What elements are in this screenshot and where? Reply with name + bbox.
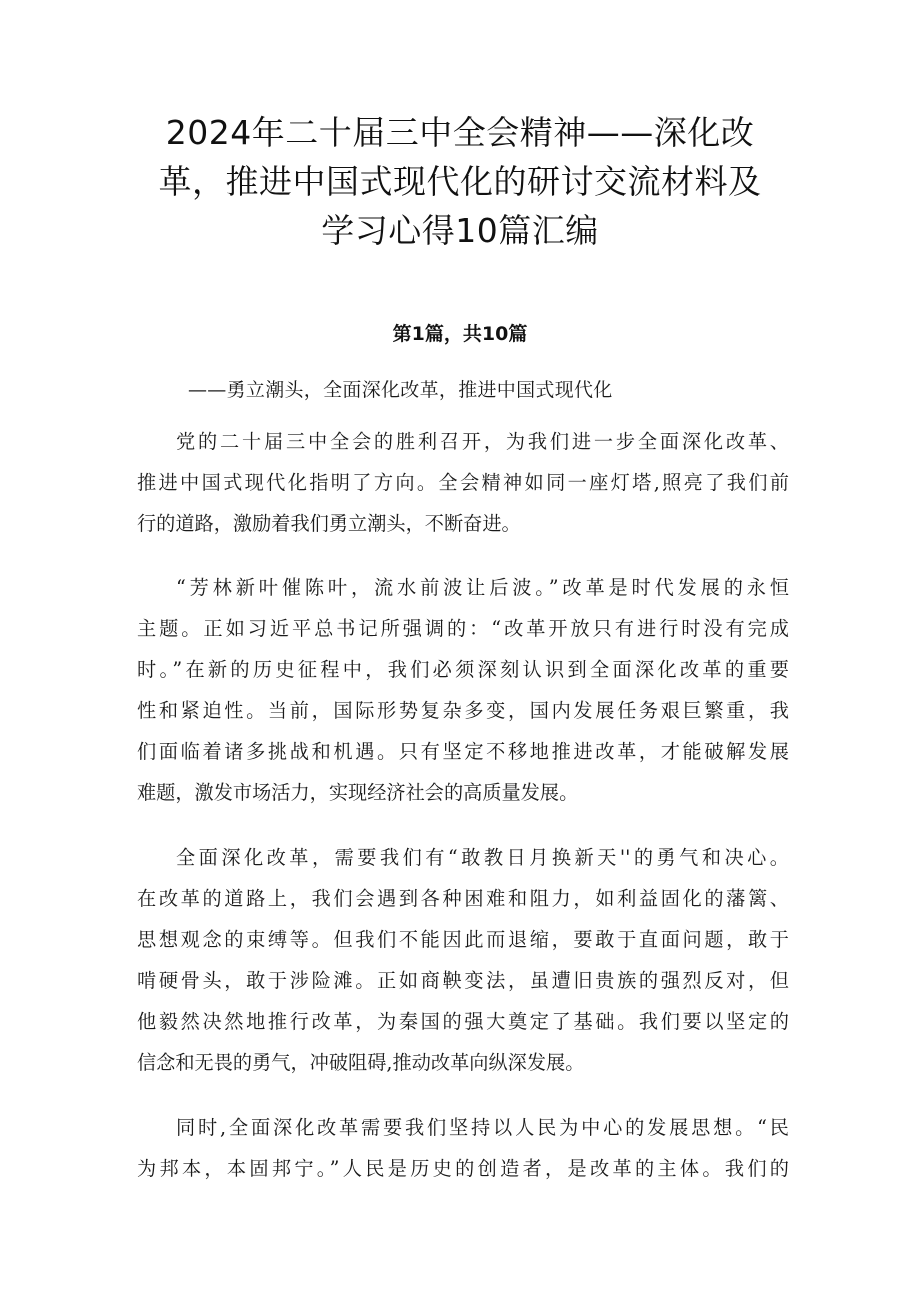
paragraph-line: 推进中国式现代化指明了方向。全会精神如同一座灯塔,照亮了我们前 [137, 471, 789, 494]
body-paragraph [137, 1107, 789, 1189]
paragraph-line: 全面深化改革，需要我们有“敢教日月换新天''的勇气和决心。 [176, 846, 789, 869]
paragraph-line: 思想观念的束缚等。但我们不能因此而退缩，要敢于直面问题，敢于 [137, 928, 789, 951]
paragraph-line: 难题，激发市场活力，实现经济社会的高质量发展。 [137, 781, 579, 804]
section-heading: 第1篇，共10篇 [392, 323, 528, 345]
document-title [120, 108, 800, 255]
paragraph-line: 性和紧迫性。当前，国际形势复杂多变，国内发展任务艰巨繁重，我 [137, 699, 789, 722]
paragraph-line: 主题。正如习近平总书记所强调的：“改革开放只有进行时没有完成 [137, 617, 789, 640]
title-line: 学习心得10篇汇编 [321, 211, 599, 250]
body-paragraph [137, 837, 789, 1083]
paragraph-line: 行的道路，激励着我们勇立潮头，不断奋进。 [137, 512, 521, 535]
paragraph-line: “芳林新叶催陈叶，流水前波让后波。”改革是时代发展的永恒 [176, 576, 789, 599]
paragraph-line: 们面临着诸多挑战和机遇。只有坚定不移地推进改革，才能破解发展 [137, 740, 789, 763]
paragraph-line: 啃硬骨头，敢于涉险滩。正如商鞅变法，虽遭旧贵族的强烈反对，但 [137, 969, 789, 992]
paragraph-line: 在改革的道路上，我们会遇到各种困难和阻力，如利益固化的藩篱、 [137, 887, 789, 910]
paragraph-line: 党的二十届三中全会的胜利召开，为我们进一步全面深化改革、 [176, 430, 789, 453]
paragraph-line: 为邦本，本固邦宁。”人民是历史的创造者，是改革的主体。我们的 [137, 1157, 789, 1180]
body-paragraph [137, 421, 789, 544]
paragraph-line: 时。”在新的历史征程中，我们必须深刻认识到全面深化改革的重要 [137, 658, 789, 681]
title-line: 2024年二十届三中全会精神——深化改 [165, 113, 755, 152]
article-subtitle: ——勇立潮头，全面深化改革，推进中国式现代化 [188, 379, 613, 401]
body-paragraph [137, 567, 789, 813]
paragraph-line: 同时,全面深化改革需要我们坚持以人民为中心的发展思想。“民 [176, 1116, 789, 1139]
paragraph-line: 他毅然决然地推行改革，为秦国的强大奠定了基础。我们要以坚定的 [137, 1010, 789, 1033]
paragraph-line: 信念和无畏的勇气，冲破阻碍,推动改革向纵深发展。 [137, 1051, 585, 1074]
title-line: 革，推进中国式现代化的研讨交流材料及 [158, 162, 762, 201]
